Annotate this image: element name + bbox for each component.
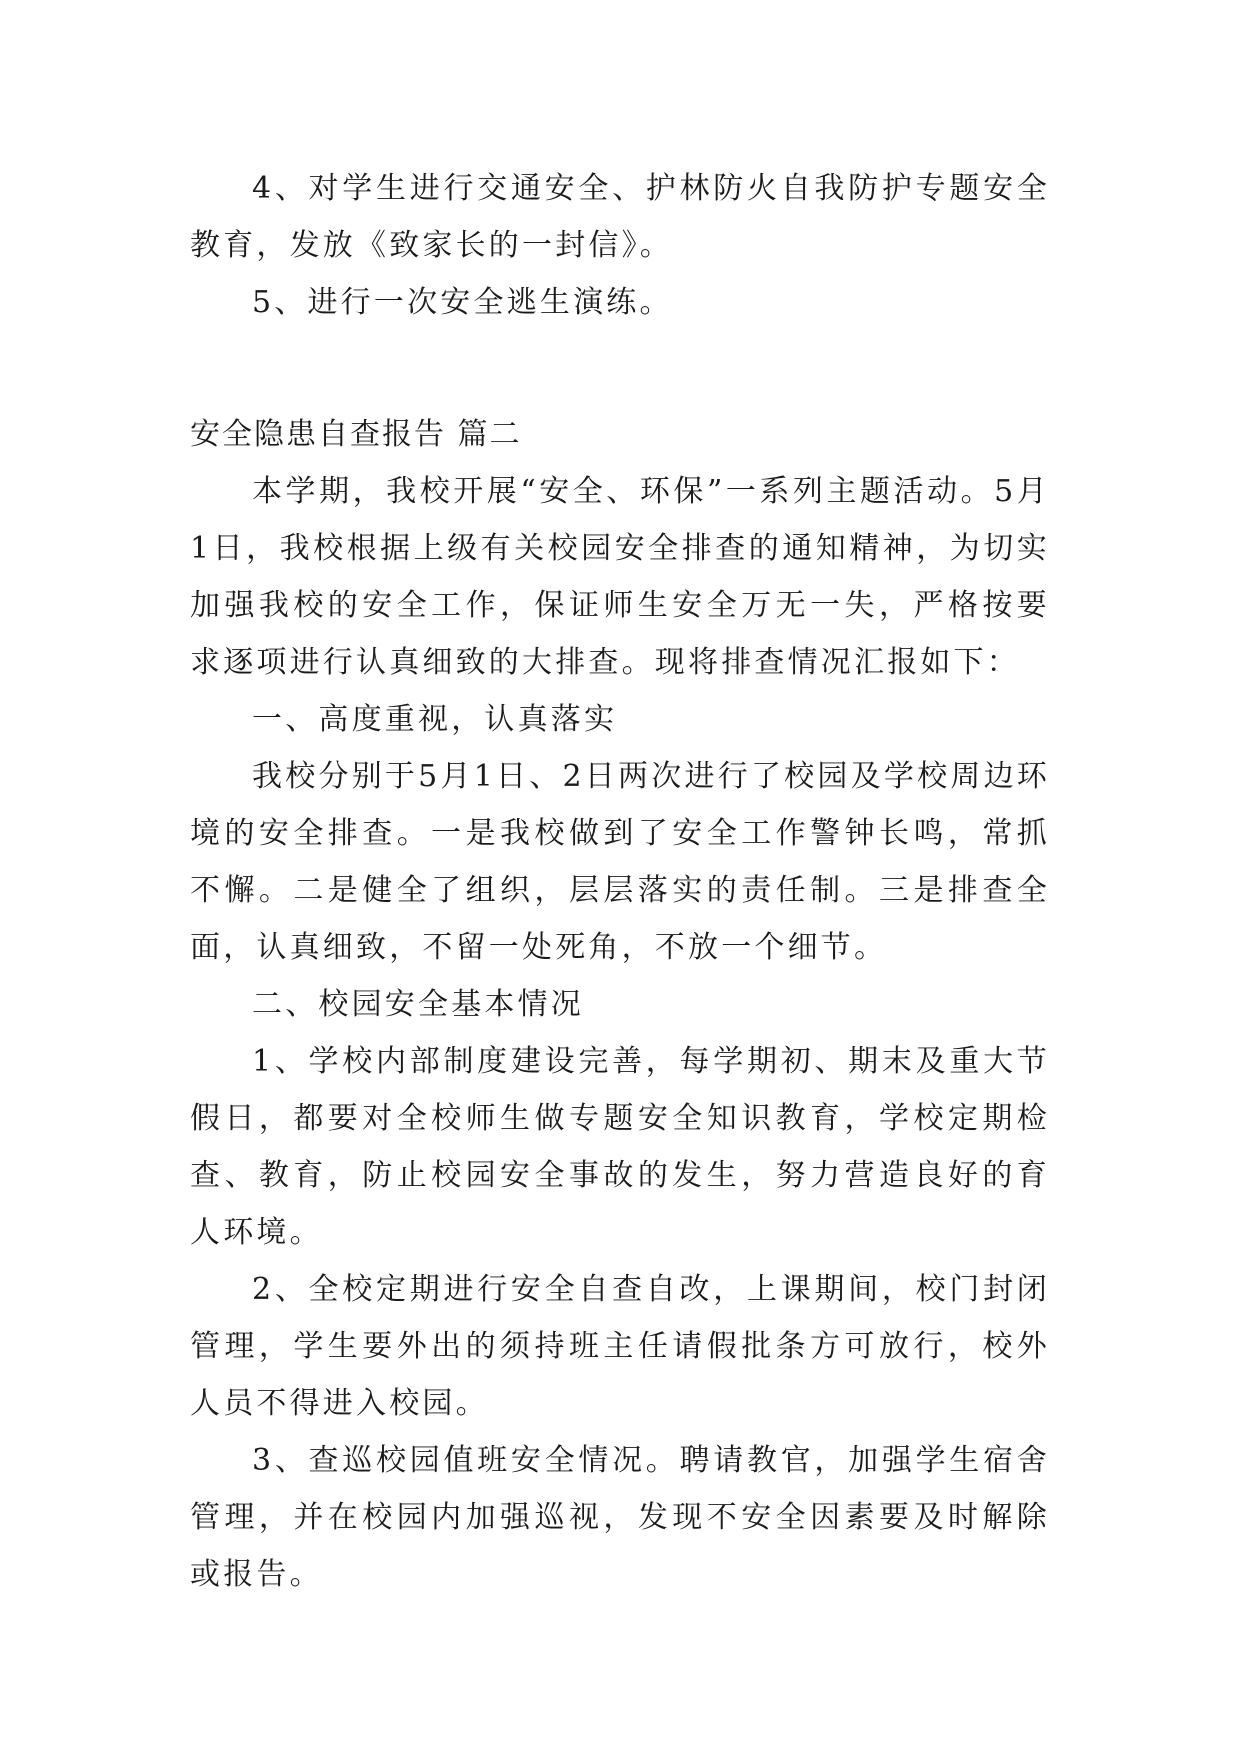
subheading-one: 一、高度重视，认真落实 <box>252 702 618 737</box>
paragraph-item-2: 2、全校定期进行安全自查自改，上课期间，校门封闭管理，学生要外出的须持班主任请假批条方可放行，校外人员不得进入校园。 <box>190 1272 1050 1421</box>
document-body <box>190 160 1050 1603</box>
paragraph-escape-drill: 5、进行一次安全逃生演练。 <box>252 285 673 320</box>
paragraph-item-3: 3、查巡校园值班安全情况。聘请教官，加强学生宿舍管理，并在校园内加强巡视，发现不安全因素要及时解除或报告。 <box>190 1443 1050 1592</box>
paragraph-inspection: 我校分别于5月1日、2日两次进行了校园及学校周边环境的安全排查。一是我校做到了安全工作警钟长鸣，常抓不懈。二是健全了组织，层层落实的责任制。三是排查全面，认真细致，不留一处死角，不放一个细节。 <box>190 759 1050 965</box>
subheading-two: 二、校园安全基本情况 <box>252 987 584 1022</box>
paragraph-traffic-safety: 4、对学生进行交通安全、护林防火自我防护专题安全教育，发放《致家长的一封信》。 <box>190 171 1050 263</box>
section-heading: 安全隐患自查报告 篇二 <box>190 417 522 452</box>
paragraph-item-1: 1、学校内部制度建设完善，每学期初、期末及重大节假日，都要对全校师生做专题安全知识教育，学校定期检查、教育，防止校园安全事故的发生，努力营造良好的育人环境。 <box>190 1044 1050 1250</box>
paragraph-intro: 本学期，我校开展“安全、环保”一系列主题活动。5月1日，我校根据上级有关校园安全排查的通知精神，为切实加强我校的安全工作，保证师生安全万无一失，严格按要求逐项进行认真细致的大排查。现将排查情况汇报如下： <box>190 474 1050 680</box>
